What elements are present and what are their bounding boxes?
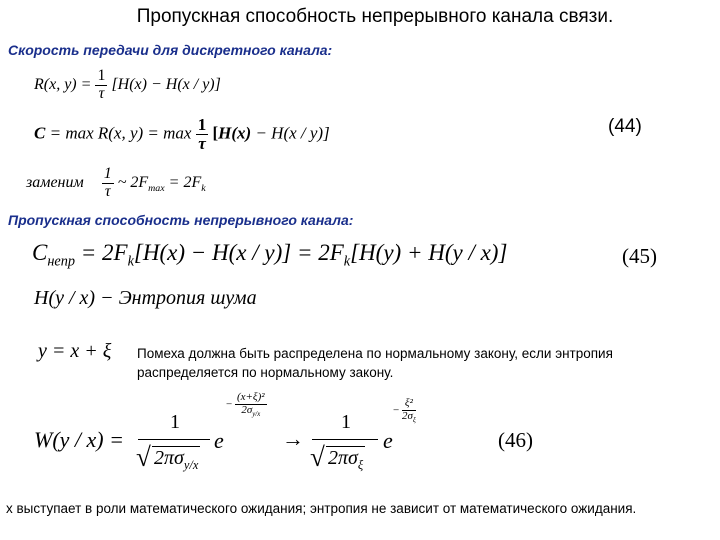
eq-c-hx: H(x) xyxy=(218,123,252,143)
substitute-rhs2: = 2F xyxy=(164,173,202,191)
eq-w-exp2-minus: − xyxy=(393,404,400,417)
eq-w-den2 xyxy=(312,446,365,473)
eq-cnepr-end: [H(y) + H(y / x)] xyxy=(350,240,508,265)
eq-c-rest: − H(x / y)] xyxy=(251,123,330,143)
equation-noise-sum: y = x + ξ xyxy=(38,340,112,362)
substitute-label: заменим xyxy=(26,173,84,191)
entropy-noise-label: H(y / x) − Энтропия шума xyxy=(34,287,257,309)
eq-rate-den: τ xyxy=(98,84,105,102)
noise-note: Помеха должна быть распределена по нормальному закону, если энтропия распределяется по нормальному закону. xyxy=(137,346,613,380)
arrow-icon: → xyxy=(282,426,304,451)
eq-cnepr-sub: непр xyxy=(47,253,75,270)
slide-title: Пропускная способность непрерывного канала связи. xyxy=(136,6,614,27)
substitute-rhs: ~ 2F xyxy=(117,173,149,191)
eq-w-fraction-bar-2 xyxy=(312,439,378,440)
eq-rate-rhs: [H(x) − H(x / y)] xyxy=(111,75,221,93)
eq-c-mid: = max R(x, y) = max xyxy=(45,123,192,143)
eq-rate-num: 1 xyxy=(97,67,106,84)
eq-w-den1 xyxy=(138,446,200,473)
section-heading-discrete: Скорость передачи для дискретного канала: xyxy=(8,42,333,58)
eq-w-num2: 1 xyxy=(341,411,351,433)
eq-cnepr-sub-k2: k xyxy=(343,253,351,270)
eq-cnepr-sub-k: k xyxy=(127,253,134,270)
eq-w-exponent-2 xyxy=(393,398,416,424)
eq-c-den: τ xyxy=(198,133,206,153)
substitute-sub-k: k xyxy=(201,183,206,195)
equation-number-44: (44) xyxy=(608,116,642,137)
substitute-fraction xyxy=(102,166,114,201)
eq-w-exp1-minus: − xyxy=(226,398,233,411)
eq-c-bracket: [ xyxy=(212,123,219,143)
equation-substitute xyxy=(26,166,206,201)
substitute-sub-max: max xyxy=(148,183,165,195)
eq-c-lhs: C xyxy=(34,123,46,143)
eq-w-exp2-num: ξ² xyxy=(402,398,416,411)
eq-w-den2-text: 2πσ xyxy=(328,447,358,469)
equation-capacity-continuous xyxy=(32,240,507,271)
equation-rate xyxy=(34,68,221,103)
eq-w-exp1-num: (x+ξ)² xyxy=(236,391,265,403)
eq-w-fraction-bar-1 xyxy=(138,439,210,440)
eq-w-lhs: W(y / x) = xyxy=(34,427,124,452)
eq-w-e1: e xyxy=(214,428,224,453)
equation-number-45: (45) xyxy=(622,244,657,268)
section-heading-continuous: Пропускная способность непрерывного канала: xyxy=(8,212,354,228)
eq-w-exp2-sub: ξ xyxy=(412,416,416,424)
eq-cnepr-lhs: C xyxy=(32,240,48,265)
eq-c-fraction xyxy=(196,116,209,153)
eq-rate-fraction xyxy=(95,68,107,103)
eq-c-num: 1 xyxy=(197,115,207,134)
eq-cnepr-mid: [H(x) − H(x / y)] = 2F xyxy=(133,240,344,265)
eq-w-exponent-1 xyxy=(226,392,267,418)
equation-capacity-discrete xyxy=(34,116,330,153)
substitute-den: τ xyxy=(104,182,111,200)
eq-rate-lhs: R(x, y) = xyxy=(34,75,92,93)
eq-cnepr-rhs: = 2F xyxy=(75,240,128,265)
eq-w-den1-sub: y/x xyxy=(183,458,199,472)
eq-w-den1-text: 2πσ xyxy=(154,447,184,469)
eq-w-exp1-sub: y/x xyxy=(252,410,261,418)
eq-w-exp1-den: 2σ xyxy=(241,403,253,416)
equation-number-46: (46) xyxy=(498,428,533,452)
eq-w-den2-sub: ξ xyxy=(357,458,364,472)
footer-note: x выступает в роли математического ожидания; энтропия не зависит от математического ожидания. xyxy=(6,501,637,516)
eq-w-num1: 1 xyxy=(170,411,180,433)
substitute-num: 1 xyxy=(103,165,112,182)
eq-w-exp2-den: 2σ xyxy=(401,409,413,422)
eq-w-e2: e xyxy=(383,428,393,453)
